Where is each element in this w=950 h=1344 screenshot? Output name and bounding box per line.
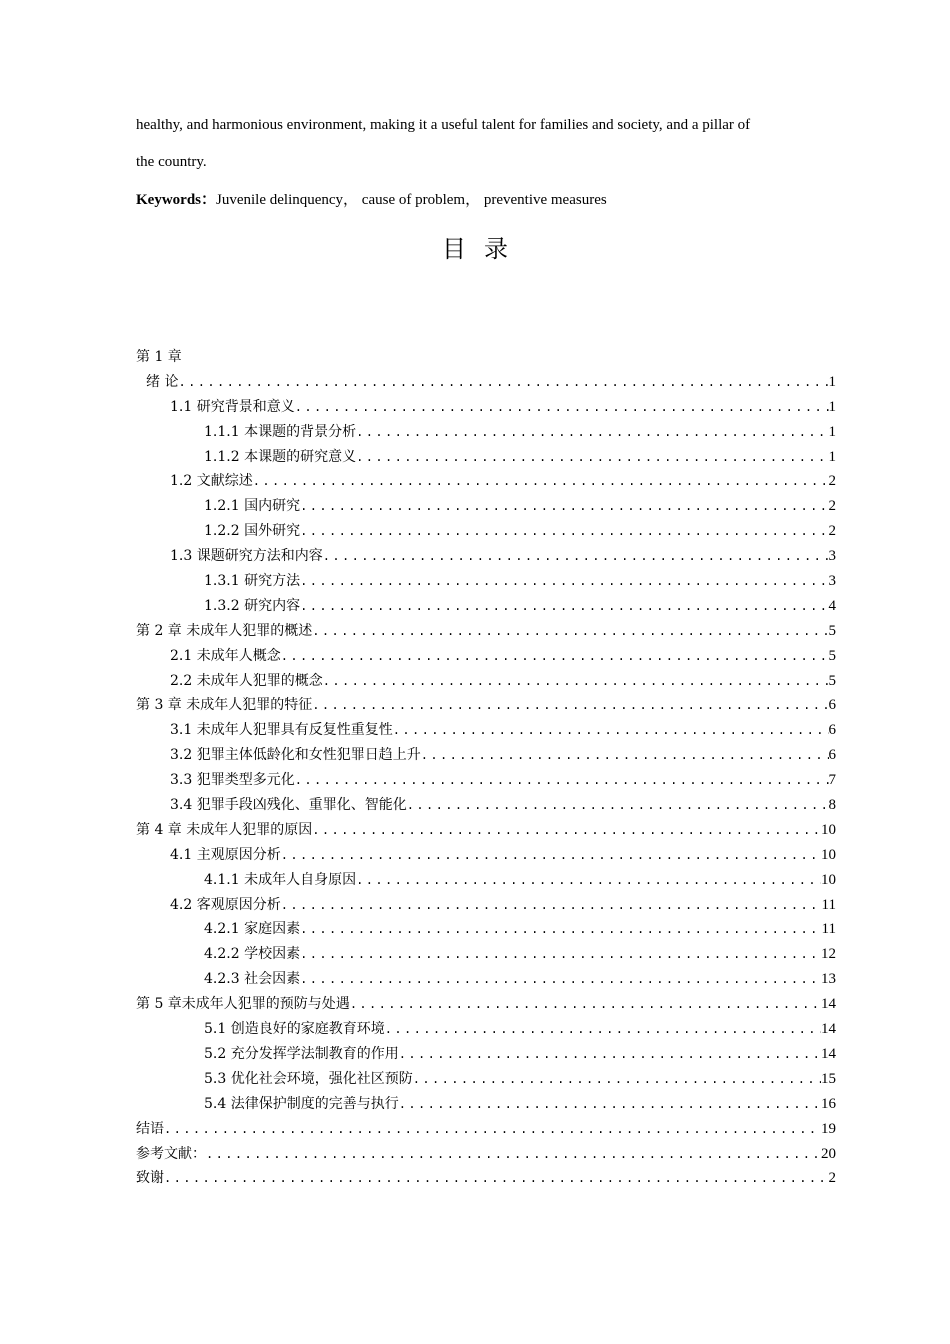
toc-entry-label: 5.2 充分发挥学法制教育的作用 xyxy=(204,1045,399,1062)
toc-entry-label: 第 4 章 未成年人犯罪的原因 xyxy=(136,821,313,838)
toc-entry-label: 1.1 研究背景和意义 xyxy=(170,398,295,415)
toc-entry[interactable] xyxy=(136,1017,836,1042)
toc-entry[interactable] xyxy=(136,893,836,918)
toc-entry-label: 1.3.2 研究内容 xyxy=(204,597,301,614)
toc-entry[interactable] xyxy=(136,1092,836,1117)
toc-leader-dots xyxy=(421,743,829,768)
toc-entry[interactable] xyxy=(136,992,836,1017)
toc-leader-dots xyxy=(281,644,829,669)
toc-entry[interactable] xyxy=(136,917,836,942)
toc-entry[interactable] xyxy=(136,1117,836,1142)
toc-leader-dots xyxy=(164,1117,821,1142)
toc-leader-dots xyxy=(385,1017,821,1042)
toc-leader-dots xyxy=(323,544,829,569)
toc-entry-page-number: 7 xyxy=(828,772,836,789)
toc-entry-page-number: 4 xyxy=(828,597,836,614)
toc-entry-label: 绪 论 xyxy=(146,373,179,390)
toc-entry-page-number: 1 xyxy=(828,373,836,390)
toc-leader-dots xyxy=(356,445,828,470)
toc-entry-page-number: 13 xyxy=(821,971,836,988)
toc-entry-label: 1.1.2 本课题的研究意义 xyxy=(204,448,357,465)
toc-leader-dots xyxy=(312,693,828,718)
toc-title: 目录 xyxy=(442,235,526,263)
toc-entry[interactable] xyxy=(136,942,836,967)
keywords-text: Juvenile delinquency， cause of problem， preventive measures xyxy=(216,192,607,208)
toc-leader-dots xyxy=(399,1092,821,1117)
toc-entry-page-number: 2 xyxy=(828,473,836,490)
toc-leader-dots xyxy=(356,868,821,893)
abstract-text-line-2: the country. xyxy=(136,154,207,170)
toc-entry-label: 参考文献： xyxy=(136,1145,206,1162)
toc-entry-label: 4.2.2 学校因素 xyxy=(204,946,301,963)
toc-entry-label: 4.2.1 家庭因素 xyxy=(204,921,301,938)
toc-entry-label: 1.3.1 研究方法 xyxy=(204,573,301,590)
toc-leader-dots xyxy=(164,1166,829,1191)
toc-chapter-1-heading: 第 1 章 xyxy=(136,349,182,365)
toc-leader-dots xyxy=(312,619,828,644)
toc-entry-label: 4.1 主观原因分析 xyxy=(170,846,281,863)
toc-entry-label: 4.1.1 未成年人自身原因 xyxy=(204,871,357,888)
toc-entry[interactable] xyxy=(136,967,836,992)
toc-entry-page-number: 10 xyxy=(821,871,836,888)
toc-entry-page-number: 5 xyxy=(828,647,836,664)
toc-entry[interactable] xyxy=(136,1166,836,1191)
keywords-line xyxy=(136,188,607,209)
toc-entry[interactable] xyxy=(136,1142,836,1167)
toc-entry-page-number: 14 xyxy=(821,1021,836,1038)
toc-entry-label: 第 5 章未成年人犯罪的预防与处遇 xyxy=(136,996,350,1013)
toc-entry-page-number: 8 xyxy=(828,797,836,814)
toc-leader-dots xyxy=(323,669,829,694)
toc-entry-page-number: 10 xyxy=(821,846,836,863)
toc-entry[interactable] xyxy=(136,743,836,768)
toc-entry[interactable] xyxy=(136,395,836,420)
toc-leader-dots xyxy=(178,370,828,395)
toc-entry[interactable] xyxy=(136,445,836,470)
toc-entry[interactable] xyxy=(136,494,836,519)
toc-leader-dots xyxy=(300,967,821,992)
toc-entry-page-number: 14 xyxy=(821,996,836,1013)
toc-entry-label: 5.3 优化社会环境，强化社区预防 xyxy=(204,1070,413,1087)
toc-entry-page-number: 2 xyxy=(828,1170,836,1187)
toc-entry-page-number: 6 xyxy=(828,747,836,764)
toc-entry-label: 3.3 犯罪类型多元化 xyxy=(170,772,295,789)
toc-entry-label: 第 3 章 未成年人犯罪的特征 xyxy=(136,697,313,714)
toc-leader-dots xyxy=(281,843,821,868)
toc-entry[interactable] xyxy=(136,718,836,743)
toc-entry-page-number: 14 xyxy=(821,1045,836,1062)
toc-leader-dots xyxy=(300,594,828,619)
toc-entry-label: 5.1 创造良好的家庭教育环境 xyxy=(204,1021,385,1038)
toc-entry-page-number: 15 xyxy=(821,1070,836,1087)
abstract-text-line-1: healthy, and harmonious environment, making it a useful talent for families and society, and a pillar of xyxy=(136,117,751,133)
toc-entry[interactable] xyxy=(136,619,836,644)
toc-entry-page-number: 1 xyxy=(828,423,836,440)
toc-entry[interactable] xyxy=(136,420,836,445)
toc-entry-label: 3.2 犯罪主体低龄化和女性犯罪日趋上升 xyxy=(170,747,421,764)
toc-entry[interactable] xyxy=(136,569,836,594)
toc-entries xyxy=(136,370,836,1191)
toc-entry-label: 2.2 未成年人犯罪的概念 xyxy=(170,672,323,689)
toc-leader-dots xyxy=(312,818,821,843)
toc-leader-dots xyxy=(295,395,829,420)
toc-entry-page-number: 2 xyxy=(828,498,836,515)
toc-entry-label: 4.2.3 社会因素 xyxy=(204,971,301,988)
toc-leader-dots xyxy=(295,768,829,793)
toc-entry-label: 1.3 课题研究方法和内容 xyxy=(170,548,323,565)
toc-leader-dots xyxy=(399,1042,821,1067)
toc-entry-page-number: 5 xyxy=(828,672,836,689)
toc-leader-dots xyxy=(281,893,822,918)
toc-leader-dots xyxy=(300,494,828,519)
toc-entry-page-number: 1 xyxy=(828,398,836,415)
toc-entry[interactable] xyxy=(136,1067,836,1092)
keywords-label: Keywords： xyxy=(136,192,216,208)
toc-entry[interactable] xyxy=(136,843,836,868)
toc-leader-dots xyxy=(206,1142,821,1167)
toc-entry[interactable] xyxy=(136,818,836,843)
toc-entry-label: 3.1 未成年人犯罪具有反复性重复性 xyxy=(170,722,393,739)
toc-entry-page-number: 20 xyxy=(821,1145,836,1162)
toc-entry-label: 致谢 xyxy=(136,1170,164,1187)
toc-entry-label: 3.4 犯罪手段凶残化、重罪化、智能化 xyxy=(170,797,407,814)
toc-entry-page-number: 2 xyxy=(828,523,836,540)
toc-entry-label: 2.1 未成年人概念 xyxy=(170,647,281,664)
toc-leader-dots xyxy=(253,469,829,494)
toc-leader-dots xyxy=(356,420,828,445)
toc-entry[interactable] xyxy=(136,768,836,793)
toc-entry-page-number: 12 xyxy=(821,946,836,963)
toc-entry-page-number: 3 xyxy=(828,548,836,565)
toc-leader-dots xyxy=(300,942,821,967)
toc-entry-page-number: 6 xyxy=(828,722,836,739)
toc-entry[interactable] xyxy=(136,594,836,619)
toc-entry[interactable] xyxy=(136,693,836,718)
toc-entry-page-number: 6 xyxy=(828,697,836,714)
toc-entry-page-number: 16 xyxy=(821,1095,836,1112)
toc-entry[interactable] xyxy=(136,669,836,694)
toc-leader-dots xyxy=(300,519,828,544)
toc-entry-page-number: 5 xyxy=(828,622,836,639)
toc-entry-label: 1.2.1 国内研究 xyxy=(204,498,301,515)
toc-entry[interactable] xyxy=(136,868,836,893)
toc-leader-dots xyxy=(407,793,829,818)
toc-leader-dots xyxy=(413,1067,821,1092)
table-of-contents xyxy=(136,345,836,1191)
toc-entry-label: 5.4 法律保护制度的完善与执行 xyxy=(204,1095,399,1112)
toc-entry[interactable] xyxy=(136,519,836,544)
toc-entry-label: 1.1.1 本课题的背景分析 xyxy=(204,423,357,440)
toc-entry-page-number: 10 xyxy=(821,821,836,838)
toc-entry-page-number: 1 xyxy=(828,448,836,465)
toc-entry-label: 第 2 章 未成年人犯罪的概述 xyxy=(136,622,313,639)
toc-entry[interactable] xyxy=(136,370,836,395)
toc-entry[interactable] xyxy=(136,644,836,669)
toc-entry-page-number: 11 xyxy=(821,921,836,938)
toc-entry-label: 结语 xyxy=(136,1120,164,1137)
toc-leader-dots xyxy=(300,917,821,942)
toc-leader-dots xyxy=(350,992,821,1017)
toc-entry-page-number: 19 xyxy=(821,1120,836,1137)
toc-entry-page-number: 11 xyxy=(821,896,836,913)
toc-entry[interactable] xyxy=(136,544,836,569)
toc-entry[interactable] xyxy=(136,469,836,494)
toc-entry-label: 4.2 客观原因分析 xyxy=(170,896,281,913)
toc-entry[interactable] xyxy=(136,793,836,818)
toc-entry-label: 1.2.2 国外研究 xyxy=(204,523,301,540)
toc-leader-dots xyxy=(393,718,829,743)
toc-entry-page-number: 3 xyxy=(828,573,836,590)
toc-leader-dots xyxy=(300,569,828,594)
toc-entry-label: 1.2 文献综述 xyxy=(170,473,253,490)
toc-entry[interactable] xyxy=(136,1042,836,1067)
